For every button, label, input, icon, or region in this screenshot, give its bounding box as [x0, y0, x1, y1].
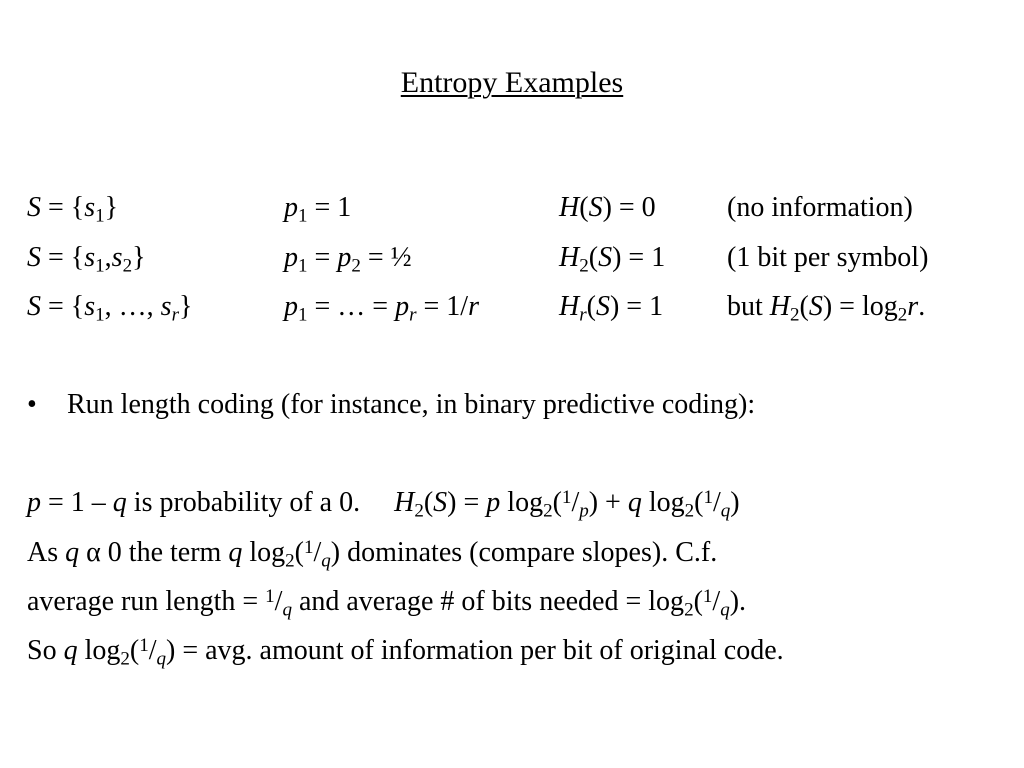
row3-entropy: $H_r(S) = 1$ [559, 291, 664, 326]
paragraph-line-1: p = 1 – q is probability of a 0. $H_2(S) = p$ $\log_2(^1/_p) + q$ $\log_2(^1/_q)$ [27, 487, 740, 522]
bullet-item [27, 388, 755, 422]
row2-entropy: $H_2(S) = 1$ [559, 242, 666, 277]
row3-source-set: $S = \{s_1$, …, $s_r$} [27, 291, 193, 326]
row1-source-set: $S = \{s_1\}$ [27, 192, 119, 227]
bullet-text: Run length coding (for instance, in binary predictive coding): [67, 389, 756, 420]
paragraph-line-4: So q $\log_2(^1/_q)$ = avg. amount of information per bit of original code. [27, 635, 784, 670]
row3-probability: $p_1$ = … = $p_r = 1/r$ [284, 291, 479, 326]
row2-source-set: $S = \{s_1,s_2\}$ [27, 242, 146, 277]
row3-note: but $H_2(S) = \log_2r$. [727, 291, 926, 326]
row2-probability: $p_1 = p_2$ = ½ [284, 242, 412, 277]
row1-entropy: H(S) = 0 [559, 192, 656, 223]
slide-title: Entropy Examples [400, 66, 624, 99]
row1-probability: $p_1 = 1$ [284, 192, 352, 227]
row2-note: (1 bit per symbol) [727, 242, 929, 273]
paragraph-line-2: As q α 0 the term q $\log_2(^1/_q)$ dominates (compare slopes). C.f. [27, 537, 718, 572]
bullet-icon: • [27, 389, 37, 420]
paragraph-line-3: average run length = $^1/_q$ and average # of bits needed = $\log_2(^1/_q)$. [27, 586, 747, 621]
row1-note: (no information) [727, 192, 913, 223]
